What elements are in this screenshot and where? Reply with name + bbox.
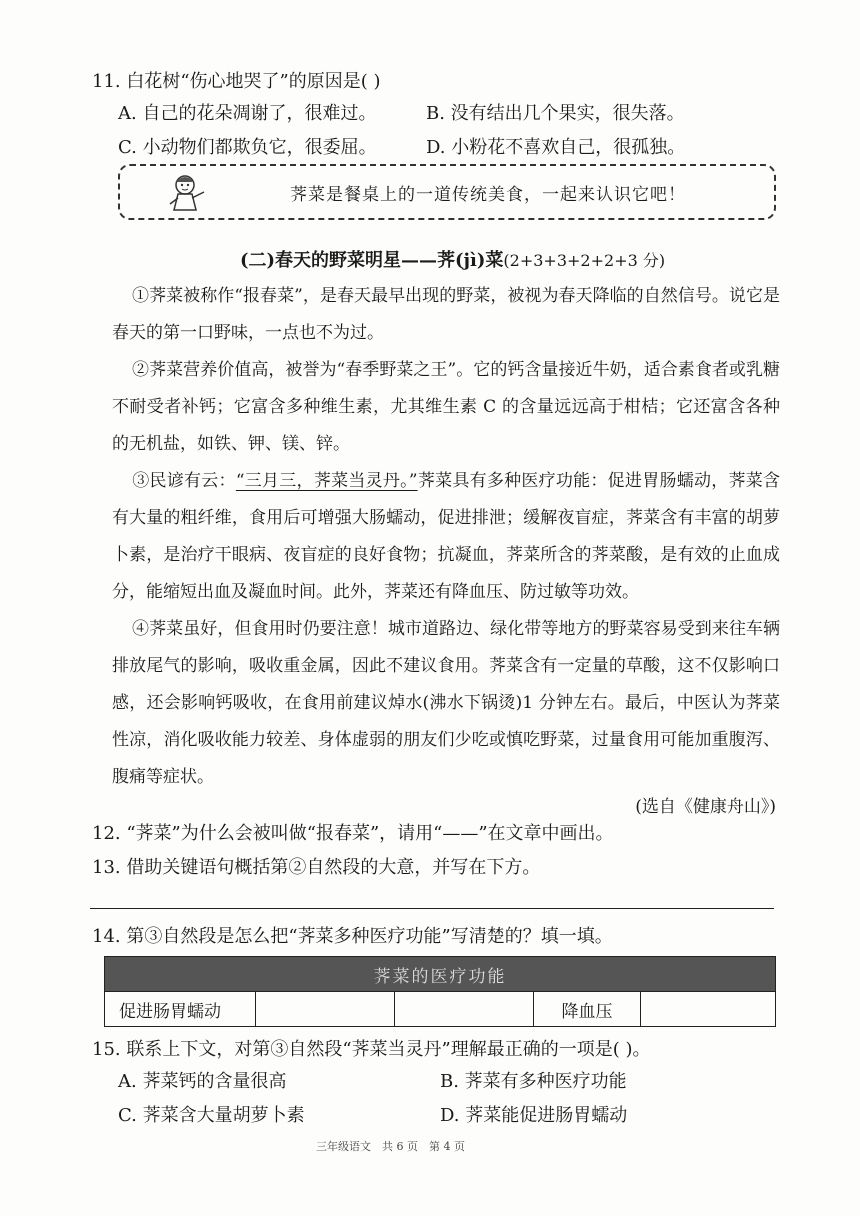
table-header: 荠菜的医疗功能 (105, 957, 776, 992)
tip-text: 荠菜是餐桌上的一道传统美食，一起来认识它吧！ (290, 185, 686, 205)
q15-stem: 15. 联系上下文，对第③自然段“荠菜当灵丹”理解最正确的一项是( )。 (92, 1039, 651, 1060)
cartoon-girl-icon (166, 172, 208, 212)
proverb-quote: “三月三，荠菜当灵丹。” (235, 471, 418, 491)
q15-option-c: C. 荠菜含大量胡萝卜素 (118, 1105, 305, 1126)
section-title-text: (二)春天的野菜明星——荠(jì)菜 (240, 250, 504, 271)
q12-text: 12. “荠菜”为什么会被叫做“报春菜”，请用“——”在文章中画出。 (92, 823, 614, 844)
q13-text: 13. 借助关键语句概括第②自然段的大意，并写在下方。 (92, 857, 541, 878)
table-cell-blank[interactable] (256, 992, 395, 1027)
paragraph-1 (112, 278, 780, 352)
source-citation: (选自《健康舟山》) (635, 797, 776, 817)
section-score: (2+3+3+2+2+3 分) (503, 251, 666, 270)
table-header-row (105, 957, 776, 992)
q11-option-b: B. 没有结出几个果实，很失落。 (426, 103, 685, 124)
table-cell: 促进肠胃蠕动 (105, 992, 256, 1027)
q11-option-d: D. 小粉花不喜欢自己，很孤独。 (426, 137, 686, 158)
paragraph-3-body: 荠菜具有多种医疗功能：促进胃肠蠕动，荠菜含有大量的粗纤维，食用后可增强大肠蠕动，促进排泄；缓解夜盲症，荠菜含有丰富的胡萝卜素，是治疗干眼病、夜盲症的良好食物；抗凝血，荠菜所含的荠菜酸，是有效的止血成分，能缩短出血及凝血时间。此外，荠菜还有降血压、防过敏等功效。 (112, 471, 781, 602)
paragraph-4 (112, 611, 780, 796)
paragraph-3 (112, 463, 780, 611)
table-cell: 降血压 (534, 992, 641, 1027)
q14-text: 14. 第③自然段是怎么把“荠菜多种医疗功能”写清楚的？填一填。 (92, 926, 613, 947)
q13-answer-line[interactable] (90, 908, 774, 909)
q11-option-c: C. 小动物们都欺负它，很委屈。 (118, 137, 377, 158)
tip-box (118, 164, 776, 220)
paragraph-1-text: ①荠菜被称作“报春菜”，是春天最早出现的野菜，被视为春天降临的自然信号。说它是春天的第一口野味，一点也不为过。 (112, 286, 780, 343)
table-row (105, 992, 776, 1027)
section-title (240, 246, 665, 272)
medical-function-table (104, 956, 776, 1027)
q11-option-a: A. 自己的花朵凋谢了，很难过。 (118, 103, 377, 124)
page-footer: 三年级语文 共 6 页 第 4 页 (316, 1140, 465, 1153)
paragraph-4-text: ④荠菜虽好，但食用时仍要注意！城市道路边、绿化带等地方的野菜容易受到来往车辆排放尾气的影响，吸收重金属，因此不建议食用。荠菜含有一定量的草酸，这不仅影响口感，还会影响钙吸收，在食用前建议焯水(沸水下锅烫)1 分钟左右。最后，中医认为荠菜性凉，消化吸收能力较差、身体虚弱的朋友们少吃或慎吃野菜，过量食用可能加重腹泻、腹痛等症状。 (112, 619, 780, 787)
q15-option-d: D. 荠菜能促进肠胃蠕动 (440, 1105, 628, 1126)
paragraph-3-head: ③民谚有云： (132, 471, 236, 491)
paragraph-2-text: ②荠菜营养价值高，被誉为“春季野菜之王”。它的钙含量接近牛奶，适合素食者或乳糖不耐受者补钙；它富含多种维生素，尤其维生素 C 的含量远远高于柑桔；它还富含各种的无机盐，如铁、钾、镁、锌。 (112, 360, 780, 454)
q11-stem: 11. 白花树“伤心地哭了”的原因是( ) (92, 71, 381, 92)
table-cell-blank[interactable] (641, 992, 776, 1027)
q15-option-b: B. 荠菜有多种医疗功能 (440, 1071, 627, 1092)
paragraph-2 (112, 352, 780, 463)
table-cell-blank[interactable] (395, 992, 534, 1027)
q15-option-a: A. 荠菜钙的含量很高 (118, 1071, 287, 1092)
